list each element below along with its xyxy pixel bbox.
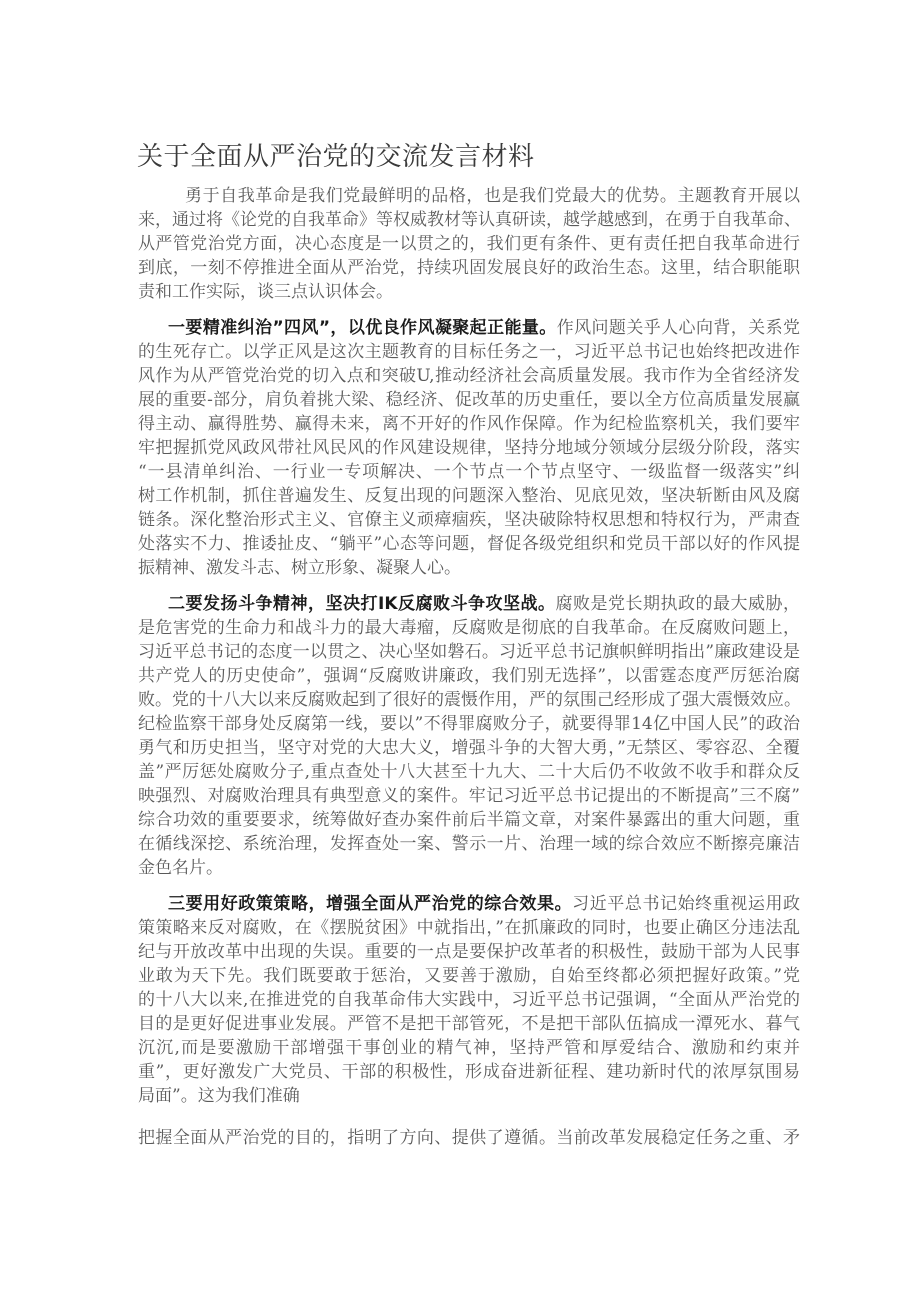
text-line [138, 364, 800, 388]
text-line [138, 508, 800, 532]
line-text: 金色名片。 [138, 858, 223, 878]
line-text: 牢把握抓党风政风带社风民风的作风建设规律，坚持分地域分领域分层级分阶段，落实 [138, 438, 800, 458]
line-text: 败。党的十八大以来反腐败起到了很好的震慑作用，严的氛围己经形成了强大震慑效应。 [138, 690, 801, 710]
text-line [138, 892, 800, 916]
text-line [138, 1036, 800, 1060]
text-line [138, 556, 800, 580]
line-text: “一县清单纠治、一行业一专项解决、一个节点一个节点坚守、一级监督一级落实”纠 [138, 462, 800, 482]
paragraph [138, 592, 800, 880]
text-line [138, 208, 800, 232]
text-line [138, 940, 800, 964]
line-text: 纪检监察干部身处反腐第一线，要以”不得罪腐败分子，就要得罪14亿中国人民”的政治 [138, 714, 800, 734]
line-text: 映强烈、对腐败治理具有典型意义的案件。牢记习近平总书记提出的不断提高”三不腐” [138, 786, 800, 806]
line-text: 习近平总书记始终重视运用政 [572, 894, 801, 914]
line-text: 盖”严厉惩处腐败分子,重点查处十八大甚至十九大、二十大后仍不收敛不收手和群众反 [138, 762, 800, 782]
text-line [138, 688, 800, 712]
text-line [138, 340, 800, 364]
text-line [138, 484, 800, 508]
line-text: 纪与开放改革中出现的失误。重要的一点是要保护改革者的积极性，鼓励干部为人民事 [138, 942, 800, 962]
text-line [138, 640, 800, 664]
text-line [138, 1084, 800, 1108]
line-text: 作风问题关乎人心向背，关系党 [556, 318, 800, 338]
line-text: 在循线深挖、系统治理，发挥查处一案、警示一片、治理一域的综合效应不断擦亮廉洁 [138, 834, 800, 854]
line-text: 展的重要-部分，肩负着挑大梁、稳经济、促改革的历史重任，要以全方位高质量发展赢 [138, 390, 800, 410]
text-line [138, 232, 800, 256]
line-text: 把握全面从严治党的目的，指明了方向、提供了遵循。当前改革发展稳定任务之重、矛 [138, 1128, 800, 1148]
text-line [138, 712, 800, 736]
paragraph [138, 184, 800, 304]
paragraph [138, 1126, 800, 1150]
paragraph [138, 316, 800, 580]
line-text: 风作为从严管党治党的切入点和突破U,推动经济社会高质量发展。我市作为全省经济发 [138, 366, 800, 386]
text-line [138, 184, 800, 208]
text-line [138, 1060, 800, 1084]
text-line [138, 784, 800, 808]
line-text: 沉沉,而是要激励干部增强干事创业的精气神，坚持严管和厚爱结合、激励和约束并 [138, 1038, 800, 1058]
line-text: 振精神、激发斗志、树立形象、凝聚人心。 [138, 558, 461, 578]
line-text: 处落实不力、推诿扯皮、“躺平”心态等问题，督促各级党组织和党员干部以好的作风提 [138, 534, 800, 554]
text-line [138, 412, 800, 436]
text-line [138, 736, 800, 760]
text-line [138, 256, 800, 280]
text-line [138, 856, 800, 880]
line-text: 腐败是党长期执政的最大威胁， [555, 594, 800, 614]
line-text: 是危害党的生命力和战斗力的最大毒瘤，反腐败是彻底的自我革命。在反腐败问题上， [138, 618, 800, 638]
text-line [138, 436, 800, 460]
line-text: 得主动、赢得胜势、赢得未来，离不开好的作风作保障。作为纪检监察机关，我们要牢 [138, 414, 800, 434]
line-text: 到底，一刻不停推进全面从严治党，持续巩固发展良好的政治生态。这里，结合职能职 [138, 258, 800, 278]
text-line [138, 532, 800, 556]
line-text: 重”，更好激发广大党员、干部的积极性，形成奋进新征程、建功新时代的浓厚氛围易 [138, 1062, 800, 1082]
line-text: 共产党人的历史使命”，强调“反腐败讲廉政，我们别无选择”，以雷霆态度严厉惩治腐 [138, 666, 800, 686]
line-text: 从严管党治党方面，决心态度是一以贯之的，我们更有条件、更有责任把自我革命进行 [138, 234, 800, 254]
text-line [138, 760, 800, 784]
text-line [138, 280, 800, 304]
text-line [138, 964, 800, 988]
text-line [138, 1012, 800, 1036]
line-text: 的十八大以来,在推进党的自我革命伟大实践中，习近平总书记强调，“全面从严治党的 [138, 990, 800, 1010]
text-line [138, 832, 800, 856]
text-line [138, 808, 800, 832]
paragraph [138, 892, 800, 1108]
line-text: 链条。深化整治形式主义、官僚主义顽瘴痼疾，坚决破除特权思想和特权行为，严肃查 [138, 510, 800, 530]
paragraph-heading: 三要用好政策策略，增强全面从严治党的综合效果。 [168, 894, 573, 914]
line-text: 勇于自我革命是我们党最鲜明的品格，也是我们党最大的优势。主题教育开展以 [185, 186, 800, 206]
text-line [138, 388, 800, 412]
line-text: 业敢为天下先。我们既要敢于惩治，又要善于激励，自始至终都必须把握好政策。”党 [138, 966, 800, 986]
paragraph-heading: 一要精准纠治”四风”，以优良作风凝聚起正能量。 [168, 318, 557, 338]
line-text: 策策略来反对腐败，在《摆脱贫困》中就指出，”在抓廉政的同时，也要止确区分违法乱 [138, 918, 800, 938]
line-text: 树工作机制，抓住普遍发生、反复出现的问题深入整治、见底见效，坚决斩断由风及腐 [138, 486, 800, 506]
line-text: 目的是更好促进事业发展。严管不是把干部管死，不是把干部队伍搞成一潭死水、暮气 [138, 1014, 800, 1034]
paragraph-heading: 二要发扬斗争精神，坚决打IK反腐败斗争攻坚战。 [168, 594, 556, 614]
text-line [138, 916, 800, 940]
text-line [138, 460, 800, 484]
text-line [138, 988, 800, 1012]
text-line [138, 616, 800, 640]
text-line [138, 1126, 800, 1150]
line-text: 习近平总书记的态度一以贯之、决心坚如磐石。习近平总书记旗帜鲜明指出”廉政建设是 [138, 642, 800, 662]
text-line [138, 316, 800, 340]
text-line [138, 592, 800, 616]
line-text: 综合功效的重要要求，统筹做好查办案件前后半篇文章，对案件暴露出的重大问题，重 [138, 810, 800, 830]
text-line [138, 664, 800, 688]
line-text: 勇气和历史担当，坚守对党的大忠大义，增强斗争的大智大勇，”无禁区、零容忍、全覆 [138, 738, 800, 758]
line-text: 局面”。这为我们准确 [138, 1086, 300, 1106]
line-text: 责和工作实际，谈三点认识体会。 [138, 282, 393, 302]
document-title: 关于全面从严治党的交流发言材料 [137, 142, 535, 172]
line-text: 的生死存亡。以学正风是这次主题教育的目标任务之一，习近平总书记也始终把改进作 [138, 342, 800, 362]
line-text: 来，通过将《论党的自我革命》等权威教材等认真研读，越学越感到，在勇于自我革命、 [138, 210, 801, 230]
